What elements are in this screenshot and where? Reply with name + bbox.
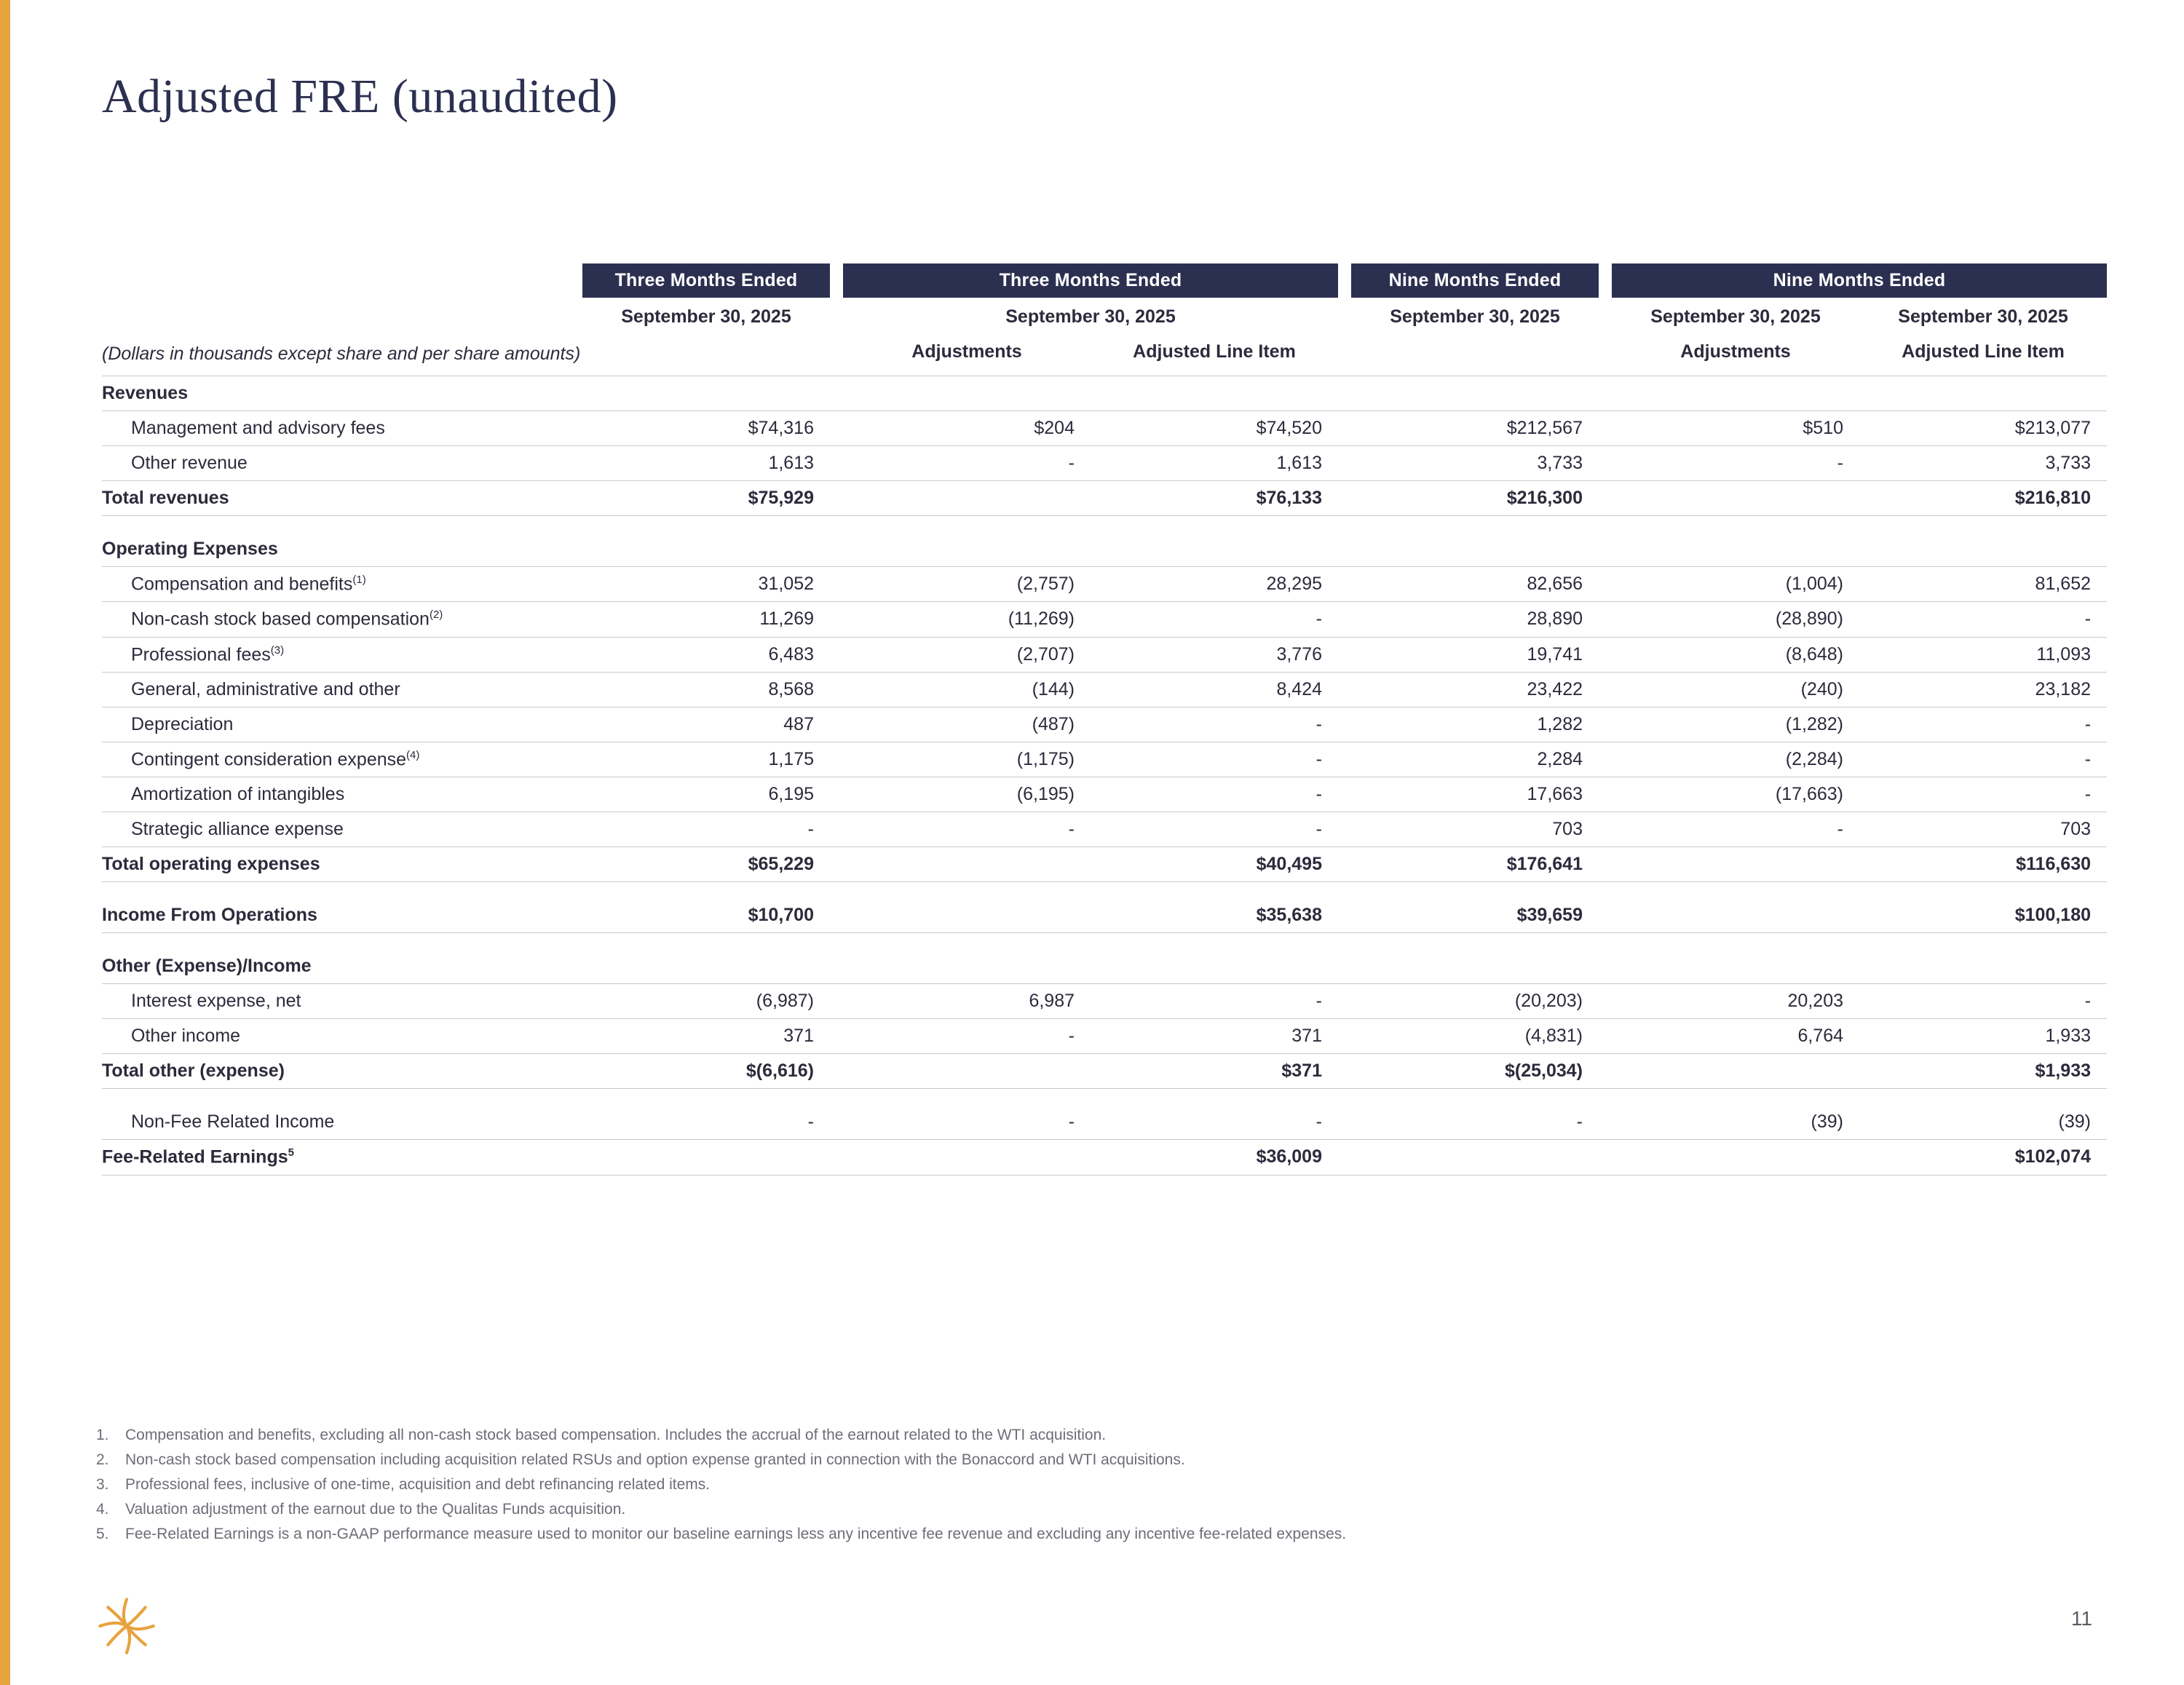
table-row (102, 949, 2107, 984)
col-gap (830, 777, 843, 812)
col-gap (1338, 1019, 1351, 1054)
date-col-1: September 30, 2025 (621, 306, 791, 327)
table-row-spacer (102, 516, 2107, 533)
row-value: $212,567 (1351, 411, 1599, 446)
col-gap (1338, 376, 1351, 411)
col-gap (1338, 637, 1351, 672)
row-value: $74,316 (582, 411, 830, 446)
col-gap (1338, 446, 1351, 481)
row-value (1351, 532, 1599, 567)
col-gap (830, 298, 843, 335)
band-nine-months-2: Nine Months Ended (1612, 263, 2107, 298)
table-row (102, 567, 2107, 602)
footnote-item (96, 1448, 2018, 1472)
table-row (102, 898, 2107, 933)
col-gap (1338, 812, 1351, 847)
row-value: - (843, 1019, 1091, 1054)
row-value: $10,700 (582, 898, 830, 933)
table-row-spacer (102, 882, 2107, 899)
row-value: $65,229 (582, 847, 830, 882)
row-value (843, 847, 1091, 882)
col-gap (1599, 446, 1612, 481)
col-gap (1599, 672, 1612, 707)
row-value: $36,009 (1091, 1140, 1338, 1175)
row-label: Total operating expenses (102, 847, 582, 882)
row-label: Professional fees$^{(3)}$ (102, 637, 582, 672)
footnote-text: Fee-Related Earnings is a non-GAAP performance measure used to monitor our baseline earnings less any incentive fee revenue and excluding any incentive fee-related expenses. (125, 1526, 1347, 1543)
page-title: Adjusted FRE (unaudited) (102, 70, 618, 123)
row-value: 703 (1859, 812, 2107, 847)
row-value: $35,638 (1091, 898, 1338, 933)
row-value: (39) (1612, 1105, 1859, 1140)
row-value: $40,495 (1091, 847, 1338, 882)
left-accent-bar (0, 0, 10, 1685)
row-value (843, 1140, 1091, 1175)
row-value (1612, 847, 1859, 882)
row-value: 1,613 (1091, 446, 1338, 481)
row-label: Fee-Related Earnings$^5$ (102, 1140, 582, 1175)
col-gap (1338, 949, 1351, 984)
footnote-text: Professional fees, inclusive of one-time, acquisition and debt refinancing related items. (125, 1476, 711, 1494)
table-row (102, 847, 2107, 882)
table-row (102, 984, 2107, 1019)
header-spacer (102, 298, 582, 335)
row-value: 1,933 (1859, 1019, 2107, 1054)
row-value: 371 (1091, 1019, 1338, 1054)
col-gap (1338, 984, 1351, 1019)
footnote-number: 5. (96, 1526, 109, 1543)
row-value (843, 898, 1091, 933)
row-value: 28,890 (1351, 602, 1599, 637)
col-gap (1338, 1105, 1351, 1140)
col-gap (1599, 1140, 1612, 1175)
col-gap (830, 532, 843, 567)
row-label: Income From Operations (102, 898, 582, 933)
row-value: 6,987 (843, 984, 1091, 1019)
row-value: (487) (843, 707, 1091, 742)
footnote-marker: (1) (352, 574, 366, 586)
footnote-item (96, 1472, 2018, 1497)
row-value: - (843, 446, 1091, 481)
col-gap (1599, 335, 1612, 376)
row-value: (1,004) (1612, 567, 1859, 602)
footnote-text: Valuation adjustment of the earnout due to the Qualitas Funds acquisition. (125, 1501, 626, 1518)
row-value (1612, 1140, 1859, 1175)
row-label: Revenues (102, 376, 582, 411)
row-value: 8,568 (582, 672, 830, 707)
col-gap (830, 1019, 843, 1054)
row-value (1612, 949, 1859, 984)
row-value: - (1091, 707, 1338, 742)
row-value (1091, 376, 1338, 411)
col-gap (1338, 335, 1351, 376)
row-value (582, 532, 830, 567)
footnote-marker: (3) (270, 643, 285, 657)
row-value: (8,648) (1612, 637, 1859, 672)
row-label: Strategic alliance expense (102, 812, 582, 847)
row-value: (6,987) (582, 984, 830, 1019)
sub-adjustments-ytd: Adjustments (1612, 335, 1859, 376)
row-value (1091, 532, 1338, 567)
row-value: (144) (843, 672, 1091, 707)
col-gap (1599, 567, 1612, 602)
table-row (102, 637, 2107, 672)
col-gap (1338, 847, 1351, 882)
row-value (843, 481, 1091, 516)
table-row (102, 1105, 2107, 1140)
row-label: Compensation and benefits$^{(1)}$ (102, 567, 582, 602)
row-value (843, 532, 1091, 567)
row-value: $1,933 (1859, 1054, 2107, 1089)
table-header-bands (102, 263, 2107, 298)
footnote-item (96, 1497, 2018, 1522)
row-label: Interest expense, net (102, 984, 582, 1019)
row-value: - (1859, 984, 2107, 1019)
col-gap (1599, 984, 1612, 1019)
row-value: 17,663 (1351, 777, 1599, 812)
row-label: Operating Expenses (102, 532, 582, 567)
row-label: Other revenue (102, 446, 582, 481)
row-value: $213,077 (1859, 411, 2107, 446)
col-gap (1599, 742, 1612, 777)
table-body (102, 376, 2107, 1175)
row-spacer (102, 1089, 2107, 1106)
col-gap (830, 446, 843, 481)
row-value: - (1091, 602, 1338, 637)
col-gap (1338, 1054, 1351, 1089)
date-col-4: September 30, 2025 (1650, 306, 1821, 327)
row-value: (11,269) (843, 602, 1091, 637)
footnote-marker: (4) (406, 748, 420, 761)
row-value: $(25,034) (1351, 1054, 1599, 1089)
col-gap (830, 1105, 843, 1140)
row-value: - (1091, 984, 1338, 1019)
row-value: (20,203) (1351, 984, 1599, 1019)
row-value: (2,757) (843, 567, 1091, 602)
col-gap (1599, 812, 1612, 847)
footnote-number: 2. (96, 1451, 109, 1469)
row-value: 1,175 (582, 742, 830, 777)
row-value (843, 949, 1091, 984)
col-gap (1338, 672, 1351, 707)
row-label: Total revenues (102, 481, 582, 516)
row-value: 487 (582, 707, 830, 742)
row-value: 3,776 (1091, 637, 1338, 672)
row-value: 20,203 (1612, 984, 1859, 1019)
row-value (1091, 949, 1338, 984)
row-value: $100,180 (1859, 898, 2107, 933)
row-value: $76,133 (1091, 481, 1338, 516)
row-value: $510 (1612, 411, 1859, 446)
row-label: Management and advisory fees (102, 411, 582, 446)
row-value: - (843, 812, 1091, 847)
footnote-marker: (2) (429, 608, 443, 622)
row-value: $371 (1091, 1054, 1338, 1089)
footnote-number: 4. (96, 1501, 109, 1518)
row-spacer (102, 933, 2107, 950)
sub-adjustments-q: Adjustments (843, 335, 1091, 376)
sub-col-1 (582, 335, 830, 376)
col-gap (1338, 602, 1351, 637)
row-value: 11,269 (582, 602, 830, 637)
table-row (102, 1054, 2107, 1089)
row-value: - (843, 1105, 1091, 1140)
col-gap (830, 742, 843, 777)
col-gap (830, 602, 843, 637)
row-value: (2,284) (1612, 742, 1859, 777)
col-gap (1599, 481, 1612, 516)
row-label: Depreciation (102, 707, 582, 742)
row-value (843, 1054, 1091, 1089)
col-gap (1338, 532, 1351, 567)
table-row (102, 812, 2107, 847)
col-gap (1599, 707, 1612, 742)
col-gap (830, 898, 843, 933)
table-row (102, 672, 2107, 707)
row-value: 6,764 (1612, 1019, 1859, 1054)
header-spacer (102, 263, 582, 298)
sub-adjusted-line-item-ytd: Adjusted Line Item (1859, 335, 2107, 376)
row-value: - (1859, 707, 2107, 742)
col-gap (1338, 777, 1351, 812)
units-note: (Dollars in thousands except share and per share amounts) (102, 335, 582, 376)
row-value (1859, 376, 2107, 411)
col-gap (1338, 481, 1351, 516)
row-label: Non-cash stock based compensation$^{(2)}$ (102, 602, 582, 637)
col-gap (830, 1054, 843, 1089)
col-gap (830, 672, 843, 707)
table-row (102, 1140, 2107, 1175)
row-value (1612, 1054, 1859, 1089)
table-row (102, 481, 2107, 516)
row-value: 6,483 (582, 637, 830, 672)
row-value (1351, 949, 1599, 984)
col-gap (830, 847, 843, 882)
row-value (1351, 376, 1599, 411)
col-gap (830, 481, 843, 516)
band-three-months-1: Three Months Ended (582, 263, 830, 298)
col-gap (830, 1140, 843, 1175)
row-value (582, 376, 830, 411)
row-label: Non-Fee Related Income (102, 1105, 582, 1140)
row-value: 19,741 (1351, 637, 1599, 672)
row-value: 1,282 (1351, 707, 1599, 742)
col-gap (1599, 263, 1612, 298)
col-gap (1599, 1054, 1612, 1089)
col-gap (830, 335, 843, 376)
row-value: 1,613 (582, 446, 830, 481)
row-value: (39) (1859, 1105, 2107, 1140)
row-label: Contingent consideration expense$^{(4)}$ (102, 742, 582, 777)
col-gap (1338, 411, 1351, 446)
row-value: 81,652 (1859, 567, 2107, 602)
row-value (582, 949, 830, 984)
col-gap (1599, 898, 1612, 933)
table-row-spacer (102, 933, 2107, 950)
col-gap (1599, 602, 1612, 637)
row-value: 8,424 (1091, 672, 1338, 707)
col-gap (830, 949, 843, 984)
col-gap (1338, 898, 1351, 933)
row-value: (1,175) (843, 742, 1091, 777)
col-gap (830, 567, 843, 602)
col-gap (1599, 777, 1612, 812)
row-value: $74,520 (1091, 411, 1338, 446)
date-col-2: September 30, 2025 (1005, 306, 1176, 327)
row-value: (4,831) (1351, 1019, 1599, 1054)
row-value: 2,284 (1351, 742, 1599, 777)
col-gap (1599, 376, 1612, 411)
row-value (1859, 949, 2107, 984)
sub-adjusted-line-item-q: Adjusted Line Item (1091, 335, 1338, 376)
col-gap (1599, 411, 1612, 446)
row-spacer (102, 882, 2107, 899)
col-gap (1338, 263, 1351, 298)
row-value: 371 (582, 1019, 830, 1054)
row-value: - (1612, 446, 1859, 481)
row-value: 23,422 (1351, 672, 1599, 707)
row-value: 82,656 (1351, 567, 1599, 602)
col-gap (1338, 298, 1351, 335)
row-value: - (582, 1105, 830, 1140)
col-gap (1338, 567, 1351, 602)
col-gap (1599, 949, 1612, 984)
row-value: - (1859, 742, 2107, 777)
col-gap (830, 637, 843, 672)
row-value: 28,295 (1091, 567, 1338, 602)
row-value: 11,093 (1859, 637, 2107, 672)
table-row (102, 602, 2107, 637)
date-col-5: September 30, 2025 (1898, 306, 2068, 327)
row-value: (6,195) (843, 777, 1091, 812)
sub-col-4 (1351, 335, 1599, 376)
col-gap (830, 376, 843, 411)
col-gap (1599, 1105, 1612, 1140)
row-value: - (1612, 812, 1859, 847)
company-logo-icon (93, 1593, 160, 1660)
footnote-item (96, 1522, 2018, 1547)
col-gap (1338, 1140, 1351, 1175)
row-value (1612, 532, 1859, 567)
row-value: - (1091, 742, 1338, 777)
col-gap (1599, 298, 1612, 335)
table-row (102, 446, 2107, 481)
col-gap (1338, 742, 1351, 777)
col-gap (1599, 847, 1612, 882)
row-value: (28,890) (1612, 602, 1859, 637)
adjusted-fre-table (102, 263, 2097, 1175)
col-gap (830, 812, 843, 847)
row-value: $(6,616) (582, 1054, 830, 1089)
footnote-text: Non-cash stock based compensation including acquisition related RSUs and option expense granted in connection with the Bonaccord and WTI acquisitions. (125, 1451, 1185, 1469)
col-gap (1599, 1019, 1612, 1054)
table-row (102, 376, 2107, 411)
table-row (102, 777, 2107, 812)
table-row (102, 742, 2107, 777)
row-value: - (1859, 602, 2107, 637)
row-value: - (582, 812, 830, 847)
row-value: 703 (1351, 812, 1599, 847)
table-row (102, 1019, 2107, 1054)
col-gap (830, 984, 843, 1019)
row-label: Total other (expense) (102, 1054, 582, 1089)
row-label: Other income (102, 1019, 582, 1054)
table-row (102, 532, 2107, 567)
row-value (1859, 532, 2107, 567)
row-value: (1,282) (1612, 707, 1859, 742)
col-gap (830, 411, 843, 446)
footnote-item (96, 1423, 2018, 1448)
col-gap (830, 707, 843, 742)
table-header-dates (102, 298, 2107, 335)
date-col-3: September 30, 2025 (1390, 306, 1560, 327)
row-value: (240) (1612, 672, 1859, 707)
row-value: - (1091, 777, 1338, 812)
row-value: $102,074 (1859, 1140, 2107, 1175)
page-number: 11 (2070, 1607, 2092, 1630)
row-label: Amortization of intangibles (102, 777, 582, 812)
row-label: General, administrative and other (102, 672, 582, 707)
col-gap (830, 263, 843, 298)
row-value: $216,300 (1351, 481, 1599, 516)
col-gap (1599, 532, 1612, 567)
row-value: - (1091, 812, 1338, 847)
row-value: 31,052 (582, 567, 830, 602)
row-value: 3,733 (1351, 446, 1599, 481)
row-value: - (1351, 1105, 1599, 1140)
row-value: - (1859, 777, 2107, 812)
row-value: $116,630 (1859, 847, 2107, 882)
col-gap (1338, 707, 1351, 742)
row-value: 23,182 (1859, 672, 2107, 707)
footnote-marker: 5 (288, 1146, 294, 1159)
footnote-number: 1. (96, 1427, 109, 1443)
row-value: $176,641 (1351, 847, 1599, 882)
footnote-number: 3. (96, 1476, 109, 1494)
footnote-text: Compensation and benefits, excluding all non-cash stock based compensation. Includes the accrual of the earnout related to the WTI acquisition. (125, 1427, 1107, 1443)
row-value (1612, 481, 1859, 516)
row-value: $39,659 (1351, 898, 1599, 933)
table-header-subs (102, 335, 2107, 376)
table-row (102, 411, 2107, 446)
row-value: $216,810 (1859, 481, 2107, 516)
band-three-months-2: Three Months Ended (843, 263, 1338, 298)
row-value: - (1091, 1105, 1338, 1140)
row-label: Other (Expense)/Income (102, 949, 582, 984)
row-value: 6,195 (582, 777, 830, 812)
band-nine-months-1: Nine Months Ended (1351, 263, 1599, 298)
row-value (843, 376, 1091, 411)
row-value: (2,707) (843, 637, 1091, 672)
row-value (1612, 376, 1859, 411)
row-value (582, 1140, 830, 1175)
row-value: $75,929 (582, 481, 830, 516)
row-value: 3,733 (1859, 446, 2107, 481)
table-row (102, 707, 2107, 742)
row-value: (17,663) (1612, 777, 1859, 812)
row-value (1351, 1140, 1599, 1175)
row-value: $204 (843, 411, 1091, 446)
col-gap (1599, 637, 1612, 672)
row-spacer (102, 516, 2107, 533)
row-value (1612, 898, 1859, 933)
table-row-spacer (102, 1089, 2107, 1106)
footnotes (96, 1423, 2018, 1547)
